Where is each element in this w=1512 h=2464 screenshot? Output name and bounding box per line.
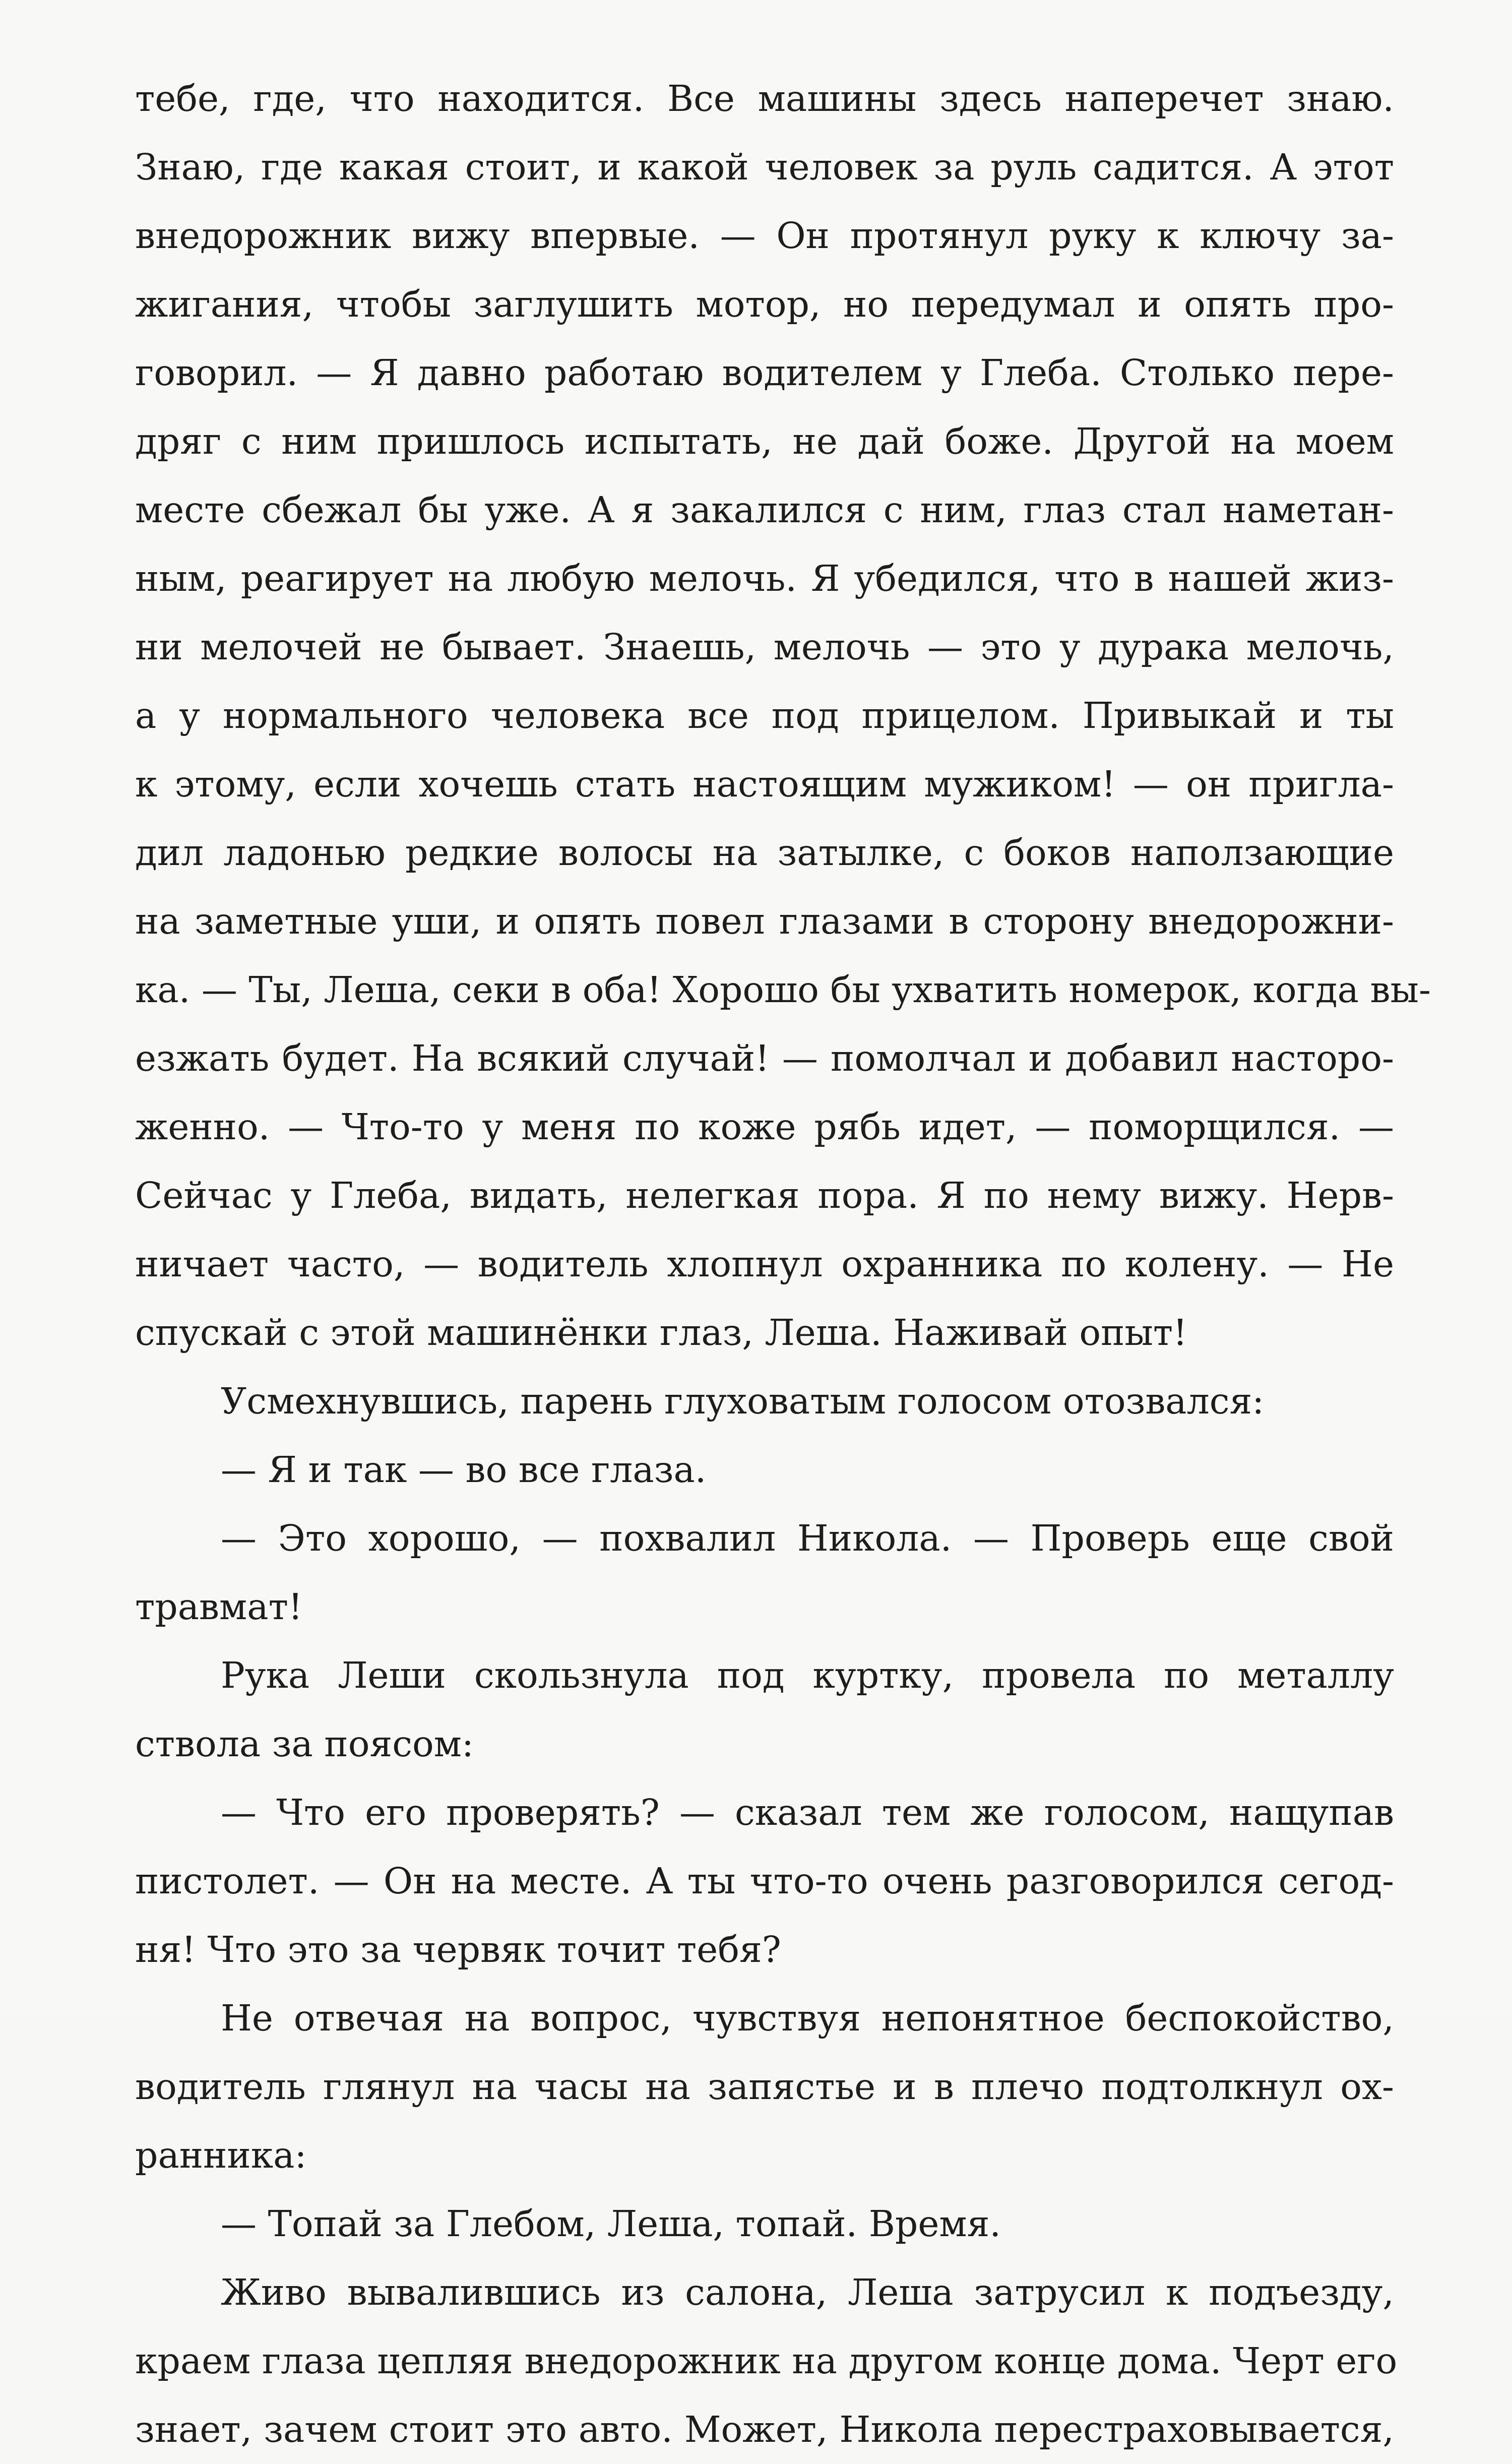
text-line: — Я и так — во все глаза. [221,1449,707,1491]
text-line: внедорожник вижу впервые. — Он протянул руку к ключу за- [135,215,1394,257]
text-line: Усмехнувшись, парень глуховатым голосом отозвался: [221,1380,1265,1422]
text-line: ным, реагирует на любую мелочь. Я убедился, что в нашей жиз- [135,558,1394,599]
text-line: — Это хорошо, — похвалил Никола. — Проверь еще свой [221,1517,1394,1559]
text-line: ни мелочей не бывает. Знаешь, мелочь — это у дурака мелочь, [135,626,1394,668]
text-line: тебе, где, что находится. Все машины здесь наперечет знаю. [135,78,1394,119]
text-line: — Что его проверять? — сказал тем же голосом, нащупав [221,1792,1394,1833]
text-line: — Топай за Глебом, Леша, топай. Время. [221,2203,1001,2245]
text-line: Рука Леши скользнула под куртку, провела по металлу [221,1654,1394,1696]
text-line: пистолет. — Он на месте. А ты что-то очень разговорился сегод- [135,1860,1394,1902]
text-line: месте сбежал бы уже. А я закалился с ним, глаз стал наметан- [135,489,1394,531]
text-line: дил ладонью редкие волосы на затылке, с боков наползающие [135,832,1394,874]
text-line: ня! Что это за червяк точит тебя? [135,1929,781,1970]
text-line: ничает часто, — водитель хлопнул охранника по колену. — Не [135,1243,1394,1285]
page-text [135,65,1431,2464]
text-line: на заметные уши, и опять повел глазами в сторону внедорожни- [135,900,1394,942]
text-line: знает, зачем стоит это авто. Может, Никола перестраховывается, [135,2409,1394,2450]
text-line: травмат! [135,1586,303,1628]
text-line: спускай с этой машинёнки глаз, Леша. Наживай опыт! [135,1312,1187,1353]
text-line: Знаю, где какая стоит, и какой человек за руль садится. А этот [135,146,1394,188]
text-line: Живо вывалившись из салона, Леша затрусил к подъезду, [221,2271,1394,2313]
text-line: женно. — Что-то у меня по коже рябь идет, — поморщился. — [135,1106,1394,1148]
text-line: говорил. — Я давно работаю водителем у Глеба. Столько пере- [135,352,1394,394]
text-line: а у нормального человека все под прицелом. Привыкай и ты [135,695,1394,736]
text-line: Не отвечая на вопрос, чувствуя непонятное беспокойство, [221,1997,1394,2039]
text-line: краем глаза цепляя внедорожник на другом конце дома. Черт его [135,2340,1398,2382]
text-line: водитель глянул на часы на запястье и в плечо подтолкнул ох- [135,2066,1394,2108]
text-line: к этому, если хочешь стать настоящим мужиком! — он пригла- [135,763,1394,805]
text-line: ка. — Ты, Леша, секи в оба! Хорошо бы ухватить номерок, когда вы- [135,969,1431,1011]
text-line: жигания, чтобы заглушить мотор, но передумал и опять про- [135,283,1394,325]
text-line: ранника: [135,2134,307,2176]
text-line: Сейчас у Глеба, видать, нелегкая пора. Я по нему вижу. Нерв- [135,1175,1394,1216]
text-line: ствола за поясом: [135,1723,474,1765]
text-line: дряг с ним пришлось испытать, не дай боже. Другой на моем [135,420,1394,462]
text-line: езжать будет. На всякий случай! — помолчал и добавил насторо- [135,1037,1394,1079]
